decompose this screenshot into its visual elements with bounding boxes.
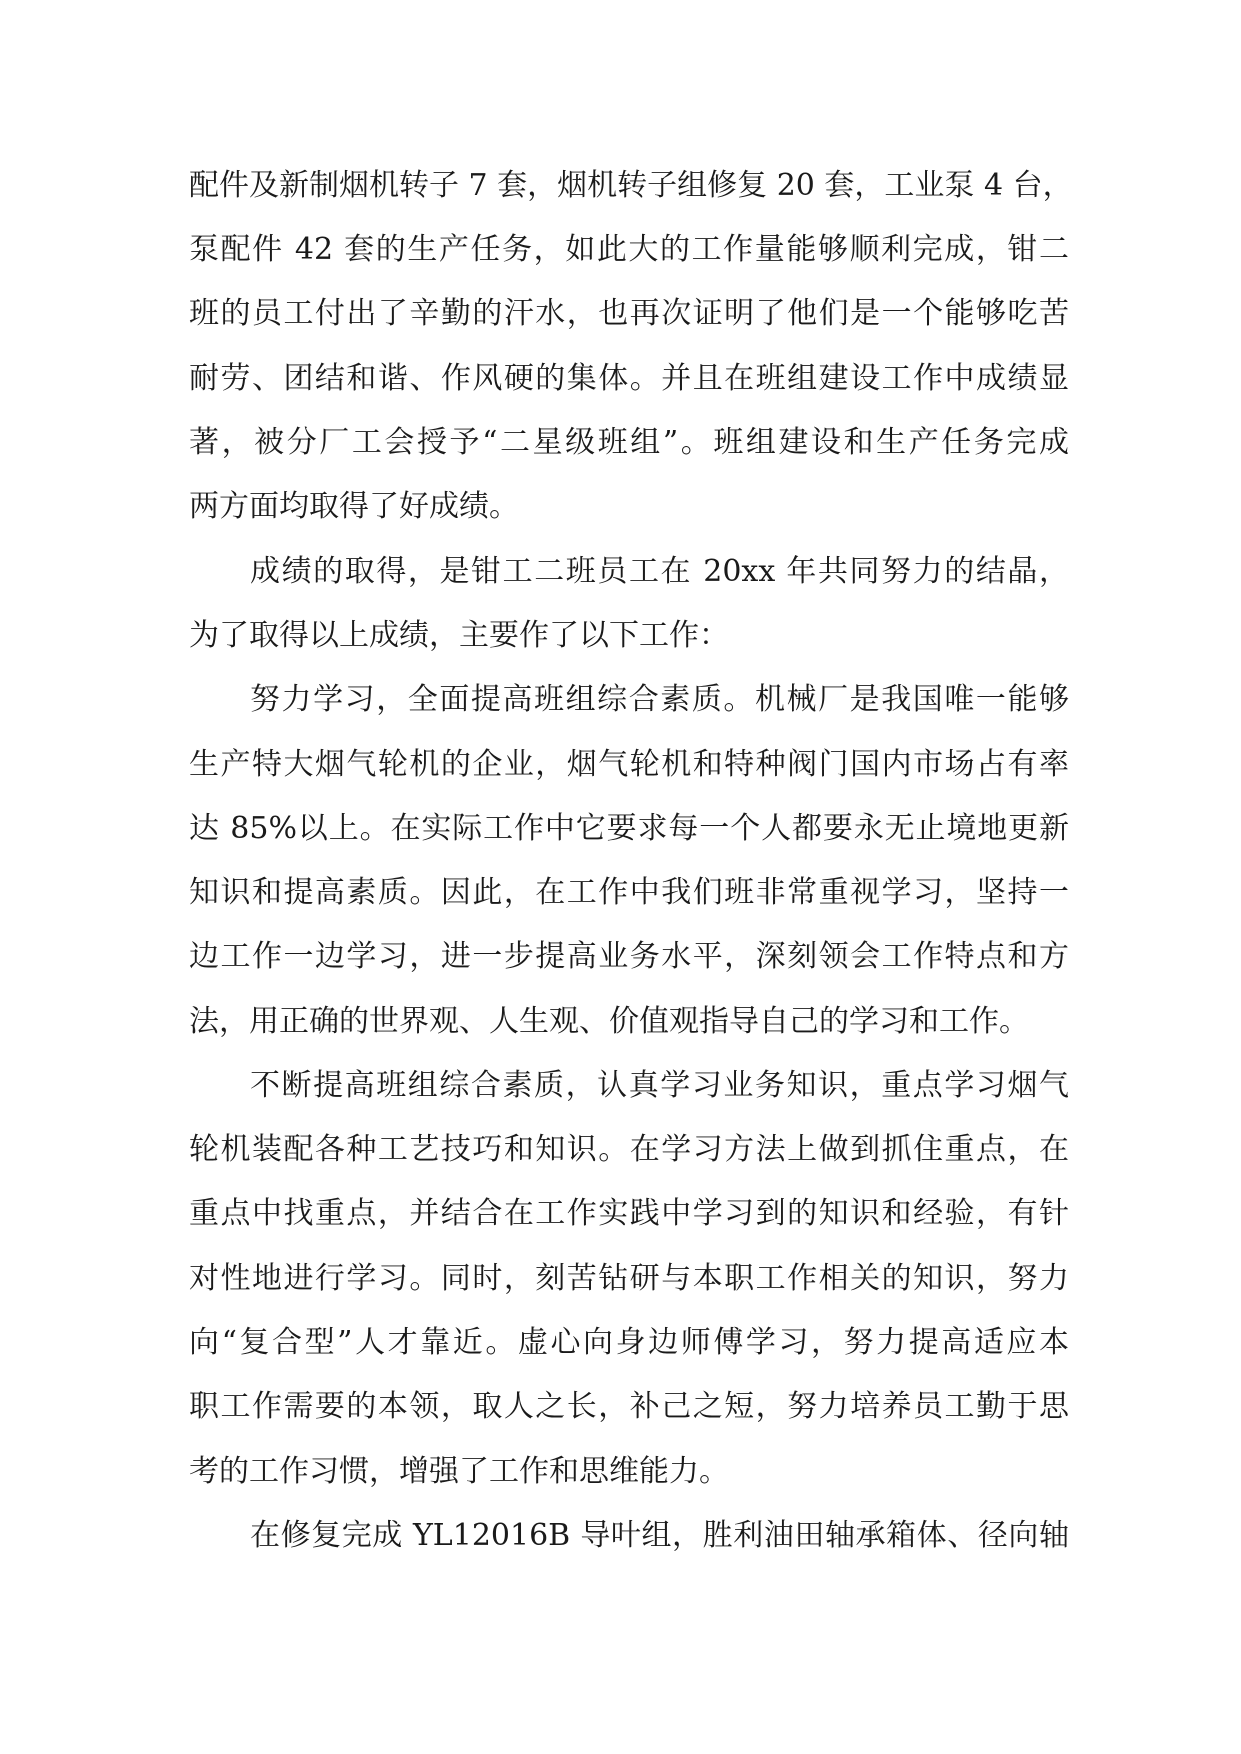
text-line-7: 成绩的取得，是钳工二班员工在 20xx 年共同努力的结晶， [250, 554, 1069, 589]
text-line-17: 重点中找重点，并结合在工作实践中学习到的知识和经验，有针 [189, 1196, 1069, 1231]
text-line-13: 边工作一边学习，进一步提高业务水平，深刻领会工作特点和方 [189, 939, 1069, 974]
text-line-15: 不断提高班组综合素质，认真学习业务知识，重点学习烟气 [250, 1068, 1069, 1103]
text-line-16: 轮机装配各种工艺技巧和知识。在学习方法上做到抓住重点，在 [189, 1132, 1069, 1167]
text-line-19: 向“复合型”人才靠近。虚心向身边师傅学习，努力提高适应本 [189, 1325, 1069, 1360]
text-line-21: 考的工作习惯，增强了工作和思维能力。 [189, 1454, 729, 1489]
text-line-1: 配件及新制烟机转子 7 套，烟机转子组修复 20 套，工业泵 4 台， [189, 168, 1073, 203]
text-line-22: 在修复完成 YL12016B 导叶组，胜利油田轴承箱体、径向轴 [250, 1518, 1069, 1553]
text-line-2: 泵配件 42 套的生产任务，如此大的工作量能够顺利完成，钳二 [189, 232, 1069, 267]
text-line-11: 达 85%以上。在实际工作中它要求每一个人都要永无止境地更新 [189, 811, 1069, 846]
text-line-18: 对性地进行学习。同时，刻苦钻研与本职工作相关的知识，努力 [189, 1261, 1069, 1296]
text-line-6: 两方面均取得了好成绩。 [189, 489, 519, 524]
text-line-12: 知识和提高素质。因此，在工作中我们班非常重视学习，坚持一 [189, 875, 1069, 910]
text-line-3: 班的员工付出了辛勤的汗水，也再次证明了他们是一个能够吃苦 [189, 296, 1069, 331]
text-line-8: 为了取得以上成绩，主要作了以下工作： [189, 618, 729, 653]
text-line-9: 努力学习，全面提高班组综合素质。机械厂是我国唯一能够 [250, 682, 1069, 717]
text-line-10: 生产特大烟气轮机的企业，烟气轮机和特种阀门国内市场占有率 [189, 747, 1069, 782]
text-line-5: 著，被分厂工会授予“二星级班组”。班组建设和生产任务完成 [189, 425, 1069, 460]
text-line-4: 耐劳、团结和谐、作风硬的集体。并且在班组建设工作中成绩显 [189, 361, 1069, 396]
text-line-14: 法，用正确的世界观、人生观、价值观指导自己的学习和工作。 [189, 1004, 1029, 1039]
text-line-20: 职工作需要的本领，取人之长，补己之短，努力培养员工勤于思 [189, 1389, 1069, 1424]
